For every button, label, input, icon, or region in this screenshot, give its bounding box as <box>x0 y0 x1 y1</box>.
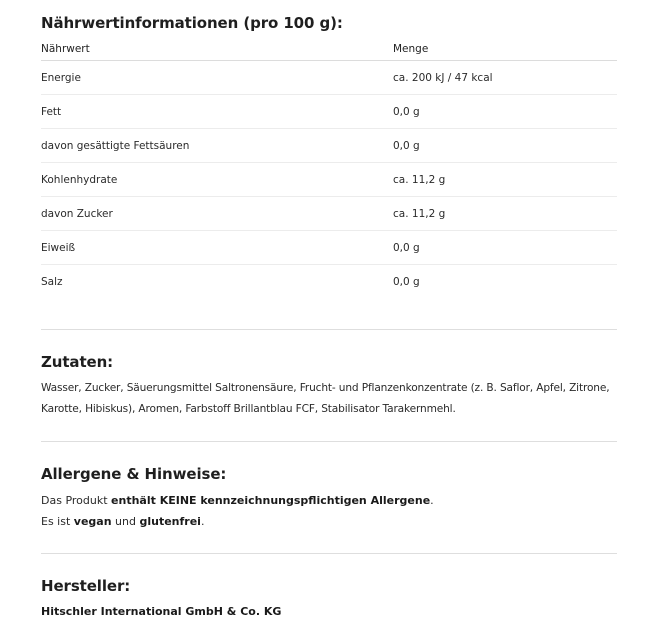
text-fragment: und <box>111 515 140 528</box>
allergens-text <box>41 490 617 532</box>
nutrient-amount: ca. 200 kJ / 47 kcal <box>393 61 617 95</box>
table-row <box>41 265 617 299</box>
text-fragment: . <box>200 515 205 528</box>
table-row <box>41 231 617 265</box>
table-row <box>41 197 617 231</box>
nutrient-amount: 0,0 g <box>393 129 617 163</box>
ingredients-line: Wasser, Zucker, Säuerungsmittel Saltronensäure, Frucht- und Pflanzenkonzentrate (z. B. Saflor, Apfel, Zitrone, <box>41 382 610 394</box>
nutrient-name: Fett <box>41 95 393 129</box>
nutrient-name: Eiweiß <box>41 231 393 265</box>
ingredients-title: Zutaten: <box>41 353 114 371</box>
allergens-title: Allergene & Hinweise: <box>41 465 227 483</box>
section-divider <box>41 553 617 554</box>
section-divider <box>41 329 617 330</box>
nutrient-name: davon Zucker <box>41 197 393 231</box>
nutrient-amount: 0,0 g <box>393 231 617 265</box>
bold-text: glutenfrei <box>139 515 201 528</box>
nutrient-amount: 0,0 g <box>393 95 617 129</box>
nutrient-name: Kohlenhydrate <box>41 163 393 197</box>
manufacturer-name: Hitschler International GmbH & Co. KG <box>41 605 282 618</box>
section-divider <box>41 441 617 442</box>
nutrient-amount: ca. 11,2 g <box>393 163 617 197</box>
allergens-line <box>41 511 617 532</box>
nutrient-amount: ca. 11,2 g <box>393 197 617 231</box>
nutrient-name: Salz <box>41 275 63 288</box>
nutrition-title: Nährwertinformationen (pro 100 g): <box>41 14 343 32</box>
column-header-amount: Menge <box>393 38 617 61</box>
ingredients-text <box>41 378 617 420</box>
bold-text: enthält KEINE kennzeichnungspflichtigen Allergene <box>111 494 431 507</box>
table-row <box>41 163 617 197</box>
nutrition-header-row <box>41 38 617 61</box>
nutrient-name: Energie <box>41 61 393 95</box>
allergens-line <box>41 490 617 511</box>
text-fragment: Es ist <box>41 515 74 528</box>
column-header-nutrient: Nährwert <box>41 38 393 61</box>
manufacturer-title: Hersteller: <box>41 577 131 595</box>
text-fragment: . <box>430 494 434 507</box>
manufacturer-text <box>41 601 617 622</box>
text-fragment: Das Produkt <box>41 494 112 507</box>
nutrient-amount: 0,0 g <box>393 275 420 288</box>
table-row <box>41 61 617 95</box>
nutrient-name: davon gesättigte Fettsäuren <box>41 129 393 163</box>
bold-text: vegan <box>73 515 112 528</box>
nutrition-table <box>41 38 617 298</box>
ingredients-line: Karotte, Hibiskus), Aromen, Farbstoff Brillantblau FCF, Stabilisator Tarakernmehl. <box>41 403 456 415</box>
table-row <box>41 129 617 163</box>
table-row <box>41 95 617 129</box>
